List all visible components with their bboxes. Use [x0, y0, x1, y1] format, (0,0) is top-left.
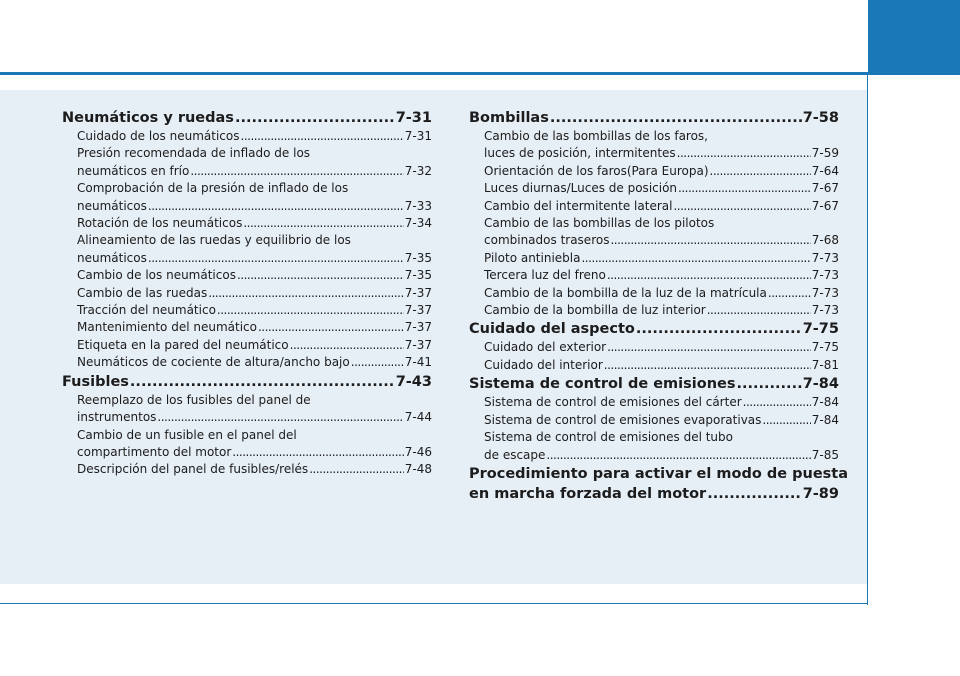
leader-dots — [290, 337, 404, 354]
toc-item-label: neumáticos — [77, 198, 147, 213]
toc-item[interactable] — [62, 319, 432, 336]
leader-dots — [309, 461, 404, 478]
toc-item[interactable] — [469, 447, 839, 464]
toc-item[interactable] — [62, 285, 432, 302]
leader-dots — [710, 163, 811, 180]
toc-item[interactable] — [62, 250, 432, 267]
toc-item-line[interactable]: Reemplazo de los fusibles del panel de — [77, 392, 311, 407]
leader-dots — [190, 163, 403, 180]
leader-dots — [743, 394, 811, 411]
toc-item-line[interactable]: Cambio de un fusible en el panel del — [77, 427, 297, 442]
toc-item[interactable] — [62, 267, 432, 284]
toc-page-number: 7-37 — [404, 337, 432, 352]
toc-page-number: 7-35 — [404, 250, 432, 265]
leader-dots — [241, 128, 404, 145]
toc-page-number: 7-44 — [404, 410, 432, 425]
toc-page-number: 7-68 — [811, 233, 839, 248]
leader-dots — [157, 409, 403, 426]
toc-section-forced-start-line[interactable]: Procedimiento para activar el modo de puesta — [469, 465, 849, 482]
toc-item[interactable] — [469, 198, 839, 215]
toc-page-number: 7-43 — [395, 373, 432, 390]
toc-item[interactable] — [469, 302, 839, 319]
leader-dots — [673, 198, 810, 215]
toc-item-label: Cambio de la bombilla de la luz de la matrícula — [484, 285, 767, 300]
toc-section-title: Bombillas — [469, 110, 549, 126]
leader-dots — [677, 145, 811, 162]
toc-item-label: Cuidado del interior — [484, 357, 603, 372]
toc-page-number: 7-32 — [404, 163, 432, 178]
leader-dots — [610, 232, 810, 249]
toc-item-label: Sistema de control de emisiones del cárter — [484, 395, 742, 410]
toc-page-number: 7-58 — [802, 110, 839, 126]
toc-item-label: luces de posición, intermitentes — [484, 146, 676, 161]
toc-item[interactable] — [62, 444, 432, 461]
toc-section-forced-start[interactable] — [469, 484, 839, 504]
toc-item[interactable] — [62, 198, 432, 215]
leader-dots — [736, 374, 801, 394]
toc-item-label: combinados traseros — [484, 233, 610, 248]
leader-dots — [148, 198, 404, 215]
leader-dots — [546, 447, 810, 464]
toc-section-title: Neumáticos y ruedas — [62, 110, 234, 126]
toc-page-number: 7-41 — [404, 355, 432, 370]
toc-page-number: 7-48 — [404, 462, 432, 477]
toc-section-emissions[interactable] — [469, 374, 839, 394]
toc-item[interactable] — [469, 357, 839, 374]
toc-section-fuses[interactable] — [62, 372, 432, 392]
toc-item-line[interactable]: Presión recomendada de inflado de los — [77, 146, 311, 161]
toc-left-column — [62, 108, 432, 479]
toc-page-number: 7-37 — [404, 285, 432, 300]
toc-item[interactable] — [469, 267, 839, 284]
leader-dots — [130, 372, 395, 392]
toc-item-label: de escape — [484, 447, 546, 462]
toc-item-label: Etiqueta en la pared del neumático — [77, 337, 289, 352]
leader-dots — [762, 412, 810, 429]
toc-item-label: Tracción del neumático — [77, 303, 216, 318]
toc-page-number: 7-67 — [811, 181, 839, 196]
toc-item-label: compartimento del motor — [77, 444, 232, 459]
toc-section-appearance-care[interactable] — [469, 319, 839, 339]
toc-item-label: neumáticos — [77, 250, 147, 265]
toc-page-number: 7-67 — [811, 198, 839, 213]
leader-dots — [607, 267, 811, 284]
toc-page-number: 7-89 — [802, 485, 839, 502]
toc-item-label: Cambio del intermitente lateral — [484, 198, 673, 213]
toc-item-label: Piloto antiniebla — [484, 250, 581, 265]
toc-page-number: 7-31 — [395, 110, 432, 126]
toc-item-line[interactable]: Cambio de las bombillas de los faros, — [484, 129, 708, 143]
leader-dots — [707, 302, 811, 319]
toc-page-number: 7-85 — [811, 447, 839, 462]
toc-item[interactable] — [62, 215, 432, 232]
toc-item[interactable] — [469, 394, 839, 411]
toc-page-number: 7-31 — [404, 129, 432, 143]
leader-dots — [258, 319, 404, 336]
toc-item-label: Descripción del panel de fusibles/relés — [77, 462, 309, 477]
leader-dots — [636, 319, 802, 339]
toc-page-number: 7-73 — [811, 285, 839, 300]
toc-item[interactable] — [469, 339, 839, 356]
toc-item-line[interactable]: Cambio de las bombillas de los pilotos — [484, 216, 715, 231]
toc-page-number: 7-37 — [404, 303, 432, 318]
toc-item-label: Neumáticos de cociente de altura/ancho bajo — [77, 355, 350, 370]
toc-item-label: Tercera luz del freno — [484, 268, 606, 283]
toc-item-label: Cambio de los neumáticos — [77, 268, 236, 283]
toc-section-bulbs[interactable] — [469, 108, 839, 128]
toc-page-number: 7-81 — [811, 357, 839, 372]
toc-section-tires[interactable] — [62, 108, 432, 128]
leader-dots — [604, 357, 811, 374]
header-accent-rule — [0, 72, 960, 75]
toc-item-label: Rotación de los neumáticos — [77, 216, 243, 231]
toc-item[interactable] — [62, 354, 432, 371]
toc-item-label: Orientación de los faros(Para Europa) — [484, 163, 709, 178]
leader-dots — [235, 108, 395, 128]
toc-page-number: 7-34 — [404, 216, 432, 231]
toc-item-line[interactable]: Sistema de control de emisiones del tubo — [484, 430, 733, 445]
leader-dots — [581, 250, 810, 267]
toc-item[interactable] — [469, 232, 839, 249]
toc-page-number: 7-75 — [802, 321, 839, 338]
toc-item-label: neumáticos en frío — [77, 163, 190, 178]
leader-dots — [243, 215, 403, 232]
toc-item[interactable] — [469, 180, 839, 197]
toc-section-title: Sistema de control de emisiones — [469, 376, 736, 393]
leader-dots — [768, 285, 811, 302]
toc-item[interactable] — [469, 285, 839, 302]
toc-page-number: 7-35 — [404, 268, 432, 283]
toc-item[interactable] — [62, 409, 432, 426]
leader-dots — [208, 285, 404, 302]
chapter-corner-tab — [868, 0, 960, 75]
toc-item[interactable] — [62, 337, 432, 354]
toc-page-number: 7-84 — [811, 395, 839, 410]
toc-item[interactable] — [62, 461, 432, 478]
toc-item-label: Cuidado de los neumáticos — [77, 129, 240, 143]
toc-item[interactable] — [62, 163, 432, 180]
toc-page-number: 7-59 — [811, 146, 839, 161]
toc-item-label: Mantenimiento del neumático — [77, 320, 257, 335]
toc-item[interactable] — [469, 250, 839, 267]
side-accent-rule — [867, 75, 868, 605]
leader-dots — [217, 302, 404, 319]
leader-dots — [148, 250, 404, 267]
toc-page-number: 7-33 — [404, 198, 432, 213]
toc-page-number: 7-46 — [404, 444, 432, 459]
toc-right-column — [469, 108, 849, 504]
toc-item[interactable] — [469, 412, 839, 429]
toc-item[interactable] — [62, 128, 432, 145]
toc-item-line[interactable]: Alineamiento de las ruedas y equilibrio de los — [77, 233, 351, 248]
toc-section-title: Cuidado del aspecto — [469, 321, 635, 338]
leader-dots — [351, 354, 404, 371]
toc-item-label: Luces diurnas/Luces de posición — [484, 181, 678, 196]
toc-item-label: Cambio de la bombilla de luz interior — [484, 303, 706, 318]
toc-section-title: en marcha forzada del motor — [469, 485, 707, 502]
leader-dots — [550, 108, 802, 128]
toc-item-label: Sistema de control de emisiones evaporativas — [484, 412, 762, 427]
toc-page-number: 7-37 — [404, 320, 432, 335]
leader-dots — [678, 180, 811, 197]
toc-item-line[interactable]: Comprobación de la presión de inflado de los — [77, 181, 349, 196]
leader-dots — [237, 267, 404, 284]
footer-accent-rule — [0, 603, 867, 604]
toc-page-number: 7-84 — [802, 376, 839, 393]
toc-item-label: Cuidado del exterior — [484, 340, 607, 355]
toc-item[interactable] — [469, 145, 839, 162]
toc-item-label: Cambio de las ruedas — [77, 285, 208, 300]
leader-dots — [232, 444, 403, 461]
toc-page-number: 7-73 — [811, 268, 839, 283]
toc-page-number: 7-64 — [811, 163, 839, 178]
leader-dots — [707, 484, 801, 504]
toc-page-number: 7-73 — [811, 250, 839, 265]
leader-dots — [607, 339, 811, 356]
toc-page-number: 7-73 — [811, 303, 839, 318]
toc-page-number: 7-84 — [811, 412, 839, 427]
toc-section-title: Fusibles — [62, 373, 129, 390]
toc-item[interactable] — [469, 163, 839, 180]
toc-page-number: 7-75 — [811, 340, 839, 355]
toc-item-label: instrumentos — [77, 410, 157, 425]
toc-item[interactable] — [62, 302, 432, 319]
